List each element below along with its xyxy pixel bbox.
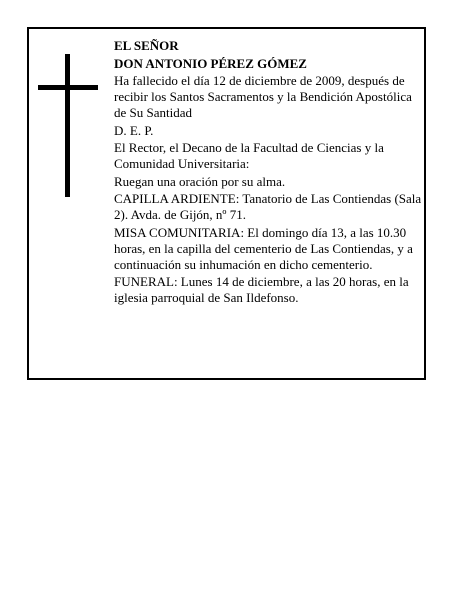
mourners-line: El Rector, el Decano de la Facultad de Ciencias y la Comunidad Universitaria: xyxy=(114,140,384,171)
obituary-text xyxy=(114,38,422,308)
rip-line: D. E. P. xyxy=(114,122,154,138)
death-announcement: Ha fallecido el día 12 de diciembre de 2009, después de recibir los Santos Sacramentos y la Bendición Apostólica de Su Santidad xyxy=(114,73,412,120)
cross-vertical-bar xyxy=(65,54,70,197)
funeral-service-info: FUNERAL: Lunes 14 de diciembre, a las 20 horas, en la iglesia parroquial de San Ildefonso. xyxy=(114,274,409,305)
funeral-chapel-info: CAPILLA ARDIENTE: Tanatorio de Las Contiendas (Sala 2). Avda. de Gijón, nº 71. xyxy=(114,191,422,222)
deceased-name: DON ANTONIO PÉREZ GÓMEZ xyxy=(114,55,307,71)
heading-title: EL SEÑOR xyxy=(114,38,179,53)
cross-icon xyxy=(38,54,98,197)
cross-horizontal-bar xyxy=(38,85,98,90)
community-mass-info: MISA COMUNITARIA: El domingo día 13, a las 10.30 horas, en la capilla del cementerio de Las Contiendas, y a continuación su inhumación en dicho cementerio. xyxy=(114,224,413,272)
prayer-request: Ruegan una oración por su alma. xyxy=(114,173,286,189)
